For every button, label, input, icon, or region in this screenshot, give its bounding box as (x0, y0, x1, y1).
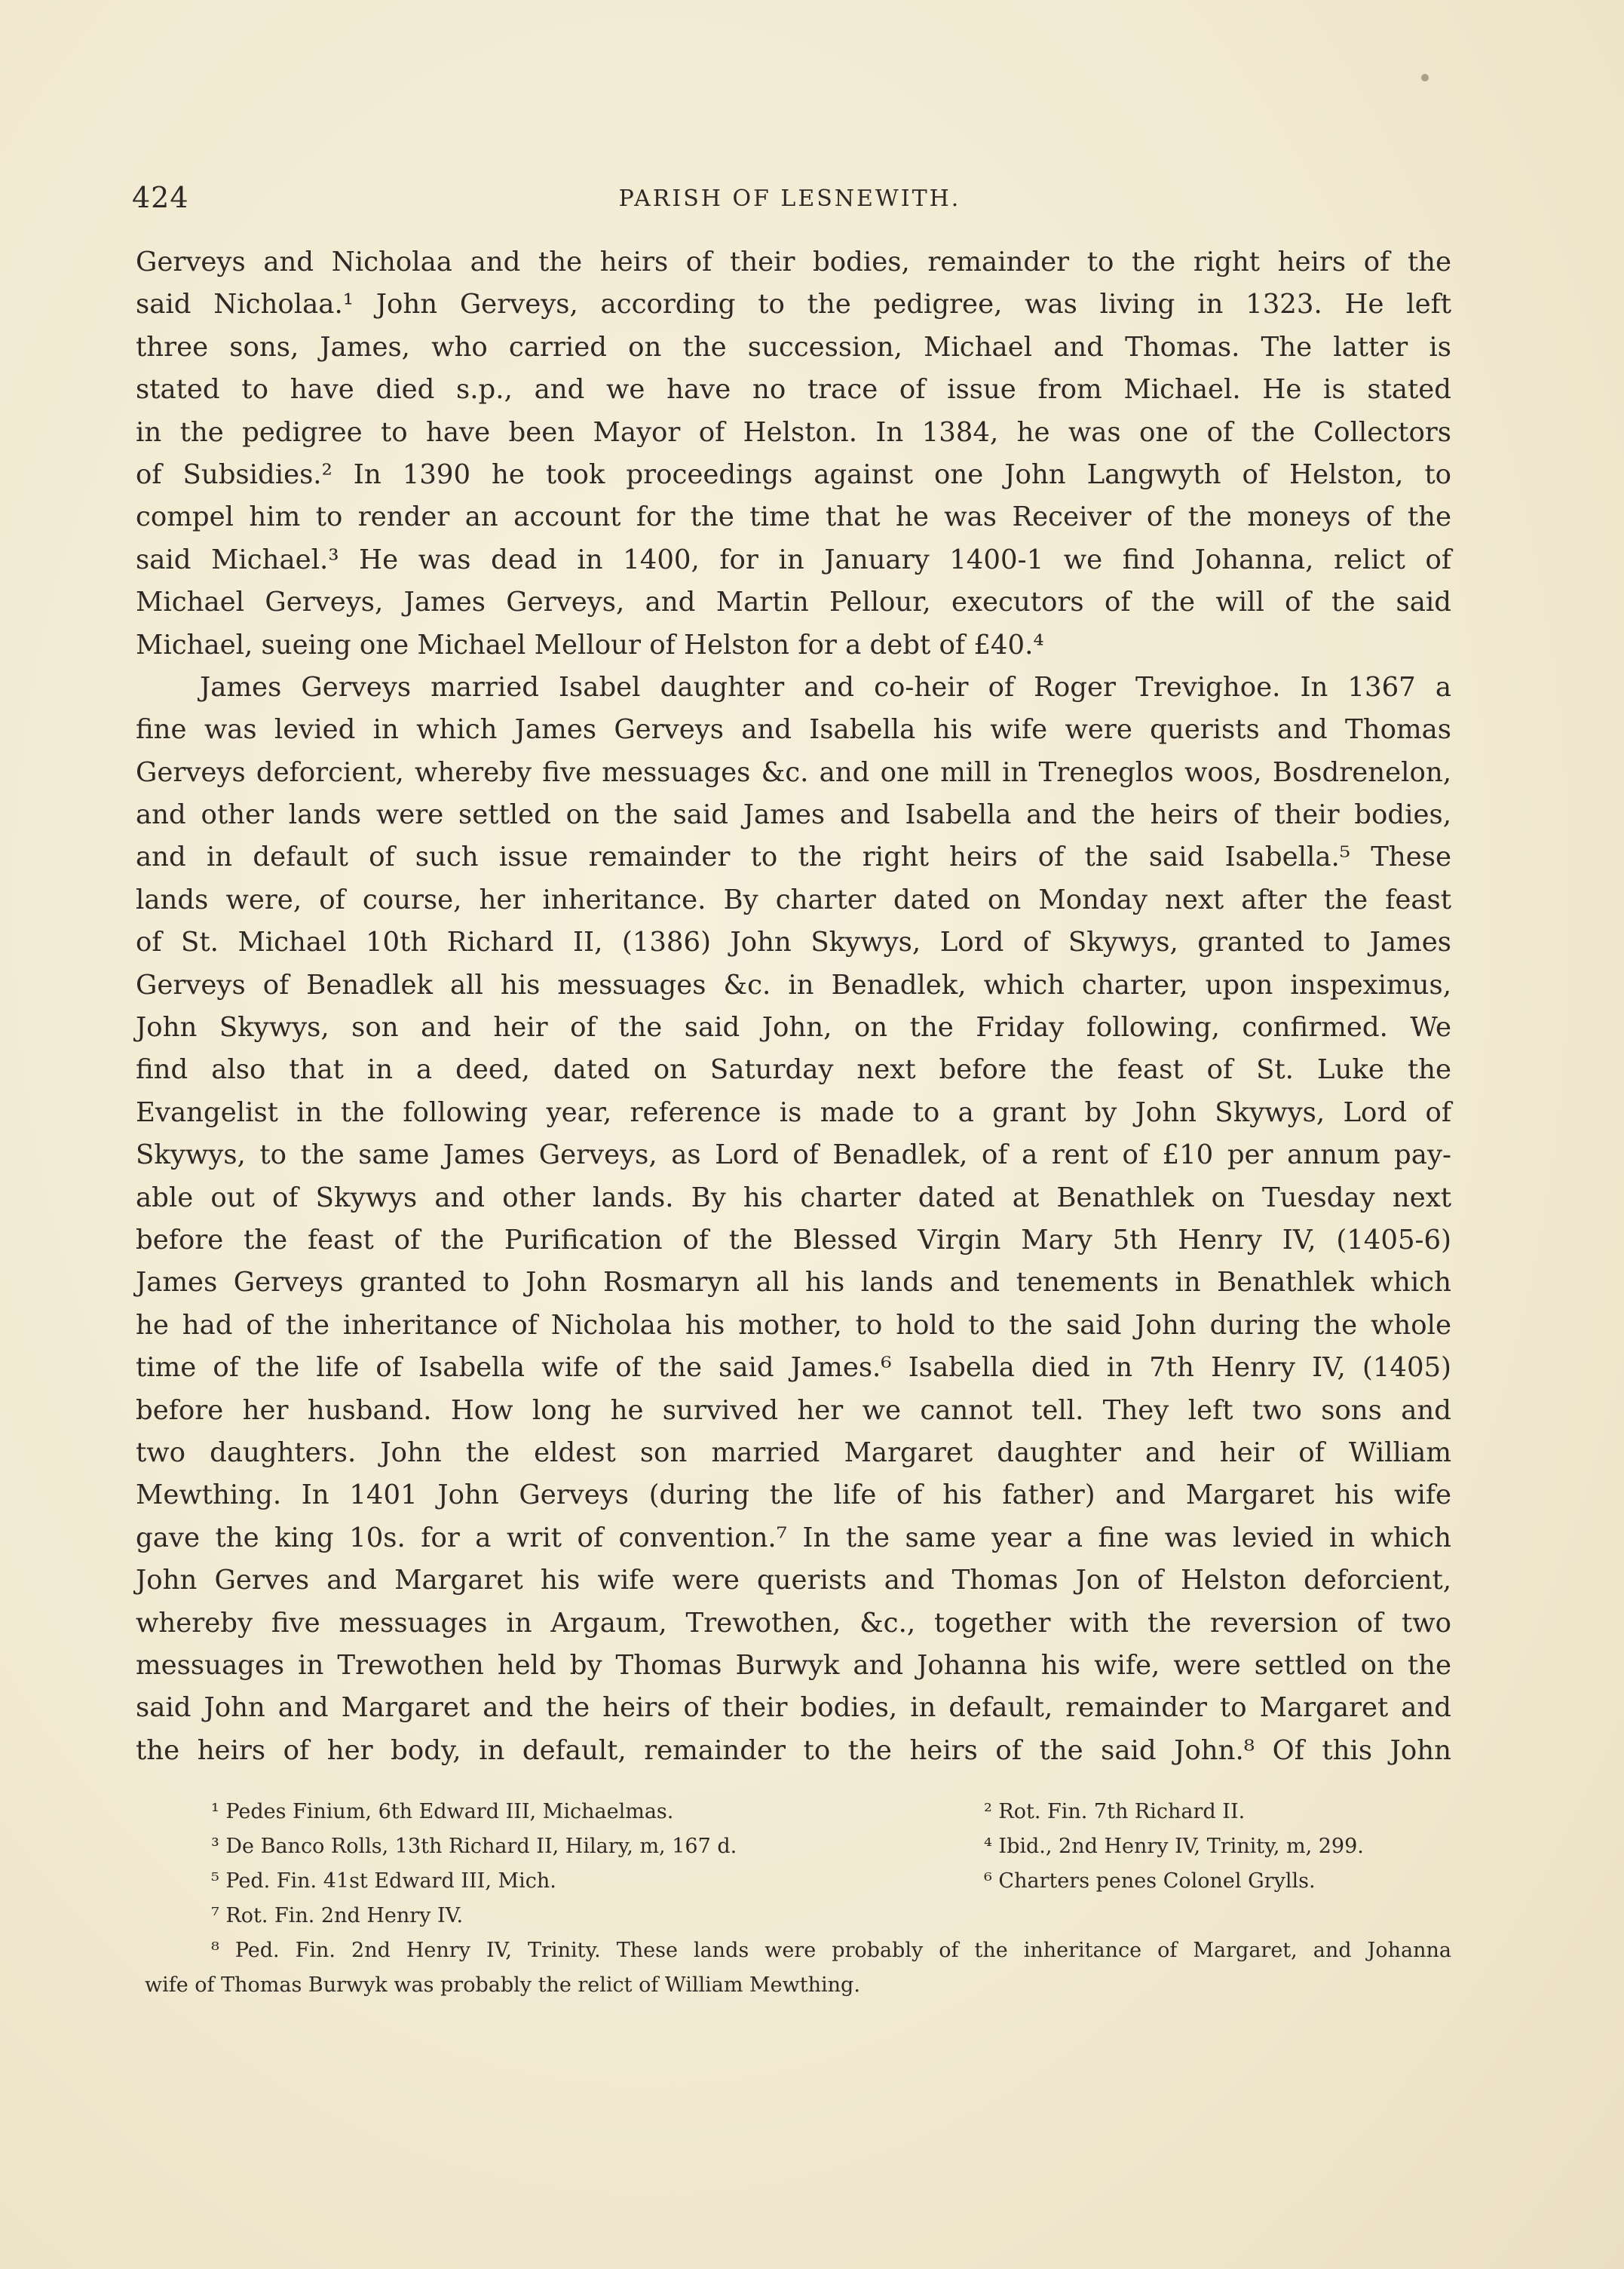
text-line: James Gerveys married Isabel daughter and co-heir of Roger Trevighoe. In 1367 a (200, 671, 1451, 703)
footnote-8: ⁸ Ped. Fin. 2nd Henry IV, Trinity. These lands were probably of the inheritance of Margaret, and Johanna (211, 1939, 1451, 1962)
text-line: Gerveys deforcient, whereby five messuages &c. and one mill in Treneglos woos, Bosdrenelon, (136, 756, 1451, 788)
footnote-row (136, 1829, 1451, 1864)
text-line: Gerveys and Nicholaa and the heirs of their bodies, remainder to the right heirs of the (136, 247, 1451, 277)
text-line: whereby five messuages in Argaum, Trewothen, &c., together with the reversion of two (136, 1607, 1451, 1639)
text-line: of Subsidies.² In 1390 he took proceedings against one John Langwyth of Helston, to (136, 458, 1451, 490)
footnote-5: ⁵ Ped. Fin. 41st Edward III, Mich. (211, 1869, 556, 1893)
text-line: said Michael.³ He was dead in 1400, for in January 1400-1 we find Johanna, relict of (136, 544, 1451, 575)
text-line: two daughters. John the eldest son married Margaret daughter and heir of William (136, 1437, 1451, 1468)
text-line: said Nicholaa.¹ John Gerveys, according to the pedigree, was living in 1323. He left (136, 289, 1451, 320)
footnote-4: ⁴ Ibid., 2nd Henry IV, Trinity, m, 299. (984, 1835, 1364, 1858)
text-line: Michael, sueing one Michael Mellour of Helston for a debt of £40.⁴ (136, 629, 1044, 661)
page-number: 424 (132, 181, 189, 214)
text-line: the heirs of her body, in default, remainder to the heirs of the said John.⁸ Of this John (136, 1734, 1451, 1766)
text-line: and in default of such issue remainder to the right heirs of the said Isabella.⁵ These (136, 842, 1451, 873)
text-line: lands were, of course, her inheritance. By charter dated on Monday next after the feast (136, 884, 1451, 915)
text-line: before her husband. How long he survived her we cannot tell. They left two sons and (136, 1394, 1451, 1426)
footnote-2: ² Rot. Fin. 7th Richard II. (984, 1800, 1246, 1823)
text-line: John Skywys, son and heir of the said John, on the Friday following, confirmed. We (136, 1012, 1451, 1044)
text-line: John Gerves and Margaret his wife were querists and Thomas Jon of Helston deforcient, (136, 1565, 1451, 1596)
footnote-row (136, 1968, 1451, 2003)
footnote-row (136, 1864, 1451, 1899)
body-text (136, 241, 1451, 1772)
text-line: three sons, James, who carried on the succession, Michael and Thomas. The latter is (136, 331, 1451, 363)
text-line: in the pedigree to have been Mayor of Helston. In 1384, he was one of the Collectors (136, 416, 1451, 448)
ink-speck (1421, 74, 1429, 81)
footnote-row (136, 1899, 1451, 1933)
footnote-row (136, 1795, 1451, 1829)
text-line: Michael Gerveys, James Gerveys, and Martin Pellour, executors of the will of the said (136, 587, 1451, 618)
footnote-row (136, 1933, 1451, 1968)
text-line: Mewthing. In 1401 John Gerveys (during the life of his father) and Margaret his wife (136, 1479, 1451, 1511)
page-header (132, 181, 1448, 226)
text-line: said John and Margaret and the heirs of their bodies, in default, remainder to Margaret and (136, 1692, 1451, 1724)
text-line: Evangelist in the following year, reference is made to a grant by John Skywys, Lord of (136, 1096, 1451, 1128)
footnote-7: ⁷ Rot. Fin. 2nd Henry IV. (211, 1904, 464, 1927)
text-line: he had of the inheritance of Nicholaa his mother, to hold to the said John during the whole (136, 1309, 1451, 1341)
text-line: able out of Skywys and other lands. By his charter dated at Benathlek on Tuesday next (136, 1182, 1451, 1213)
text-line: time of the life of Isabella wife of the said James.⁶ Isabella died in 7th Henry IV, (1405) (136, 1352, 1451, 1384)
text-line: James Gerveys granted to John Rosmaryn all his lands and tenements in Benathlek which (136, 1267, 1451, 1299)
text-line: find also that in a deed, dated on Saturday next before the feast of St. Luke the (136, 1054, 1451, 1086)
footnote-1: ¹ Pedes Finium, 6th Edward III, Michaelmas. (211, 1800, 674, 1823)
text-line: gave the king 10s. for a writ of convention.⁷ In the same year a fine was levied in which (136, 1522, 1451, 1553)
text-line: fine was levied in which James Gerveys and Isabella his wife were querists and Thomas (136, 714, 1451, 746)
text-line: Skywys, to the same James Gerveys, as Lord of Benadlek, of a rent of £10 per annum pay- (136, 1139, 1451, 1171)
running-head: PARISH OF LESNEWITH. (618, 186, 961, 212)
text-line: of St. Michael 10th Richard II, (1386) John Skywys, Lord of Skywys, granted to James (136, 927, 1451, 958)
footnote-8-continuation: wife of Thomas Burwyk was probably the relict of William Mewthing. (145, 1973, 860, 1997)
footnotes (136, 1795, 1451, 2003)
footnote-6: ⁶ Charters penes Colonel Grylls. (984, 1869, 1316, 1893)
text-line: and other lands were settled on the said James and Isabella and the heirs of their bodies, (136, 799, 1451, 831)
text-line: messuages in Trewothen held by Thomas Burwyk and Johanna his wife, were settled on the (136, 1649, 1451, 1681)
footnote-3: ³ De Banco Rolls, 13th Richard II, Hilary, m, 167 d. (211, 1835, 737, 1858)
text-line: stated to have died s.p., and we have no trace of issue from Michael. He is stated (136, 374, 1451, 406)
text-line: before the feast of the Purification of the Blessed Virgin Mary 5th Henry IV, (1405-6) (136, 1224, 1451, 1256)
text-line: compel him to render an account for the time that he was Receiver of the moneys of the (136, 501, 1451, 533)
text-line: Gerveys of Benadlek all his messuages &c. in Benadlek, which charter, upon inspeximus, (136, 969, 1451, 1001)
